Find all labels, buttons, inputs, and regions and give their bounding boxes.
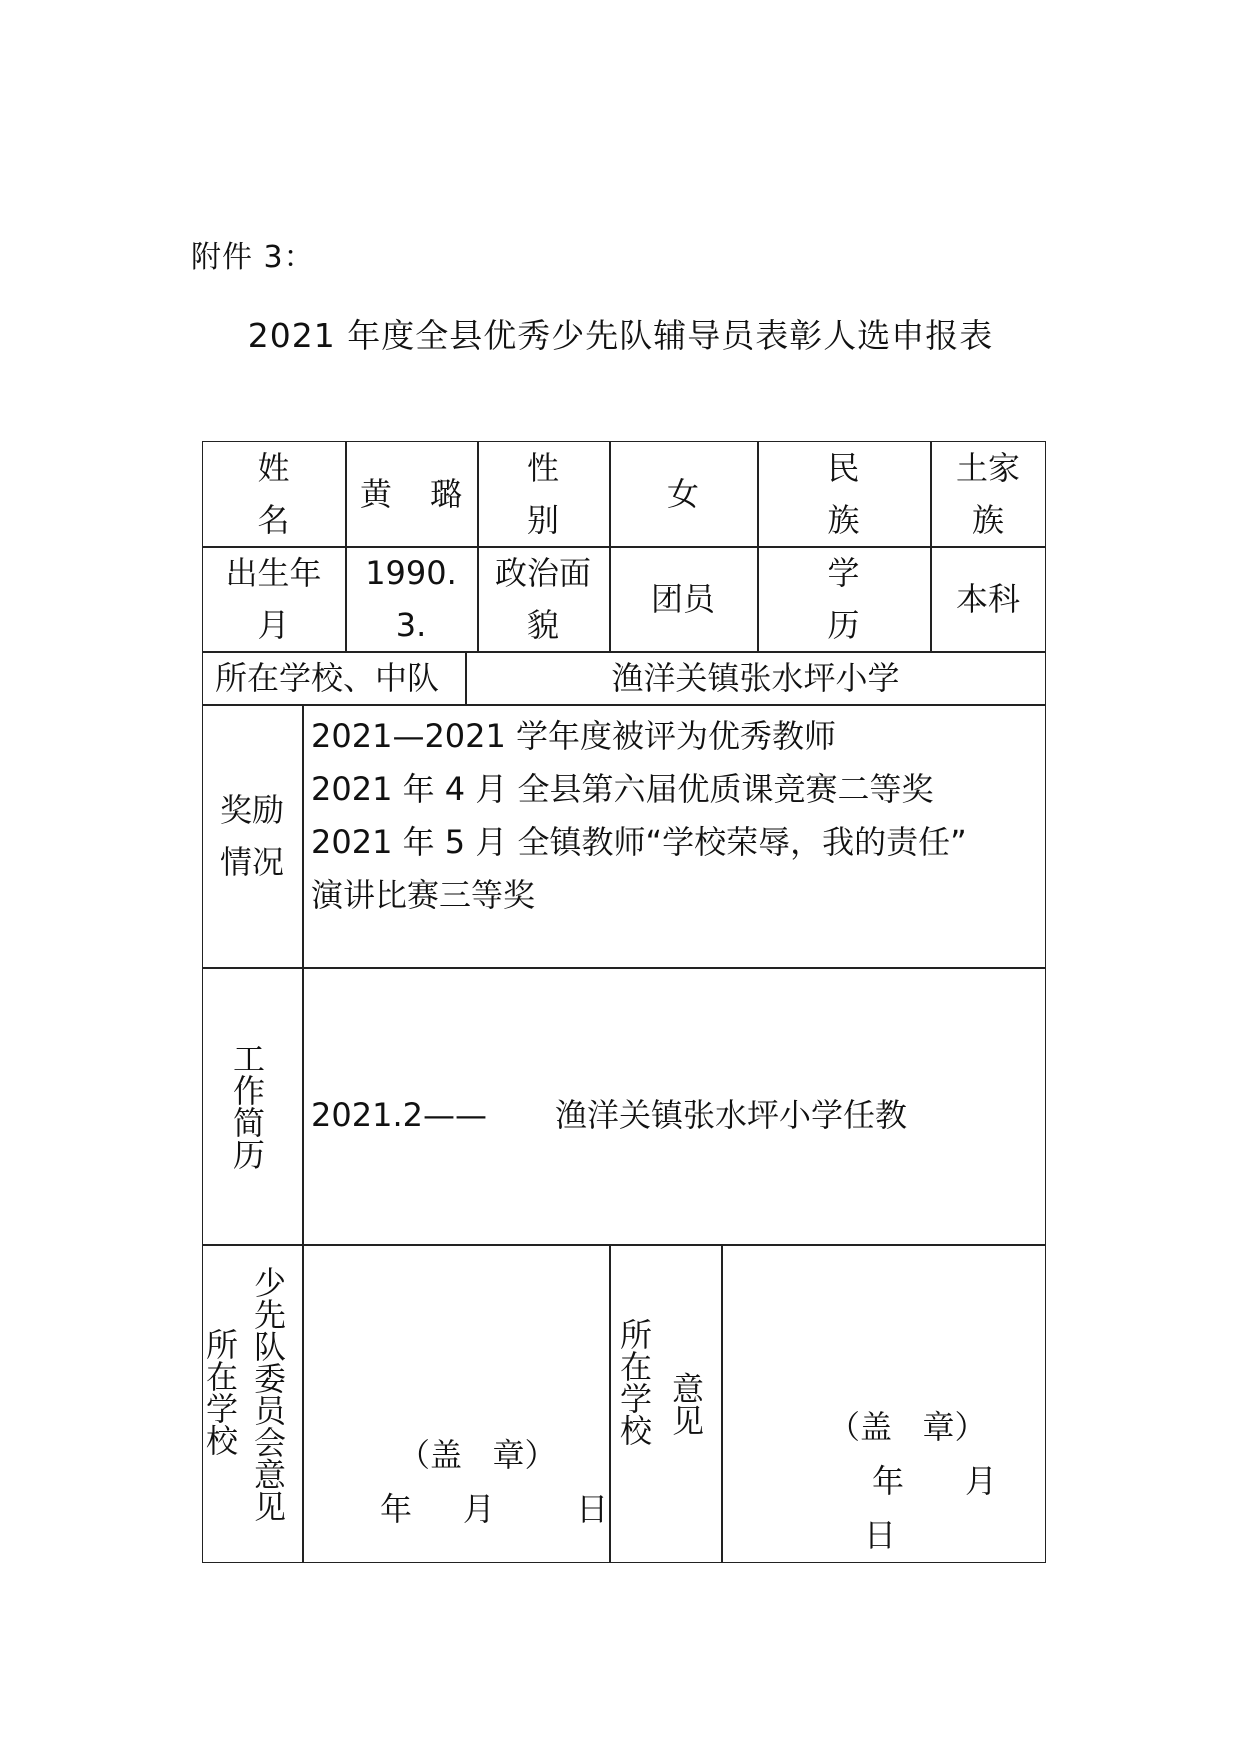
school-opinion-outer-label-right: 所在学校	[615, 1318, 653, 1446]
ethnicity-label: 民 族	[827, 448, 886, 539]
row-divider	[202, 1244, 1046, 1246]
birth-label: 出生年月	[225, 553, 322, 644]
work-period: 2021.2——	[311, 1096, 487, 1134]
column-divider	[609, 1244, 611, 1563]
work-history-label	[202, 967, 302, 1244]
award-line: 2021—2021 学年度被评为优秀教师	[311, 717, 837, 755]
birth-value: 1990.3.	[365, 553, 457, 644]
awards-list	[311, 710, 1041, 922]
left-date-text: 年 月 日	[380, 1490, 609, 1528]
attachment-label: 附件 3：	[191, 240, 315, 275]
left-seal-text: （盖 章）	[398, 1436, 557, 1474]
row-divider	[202, 967, 1046, 969]
column-divider	[721, 1244, 723, 1563]
school-opinion-label-right: 意见	[667, 1372, 705, 1436]
political-value: 团员	[650, 579, 715, 618]
political-label: 政治面貌	[494, 553, 591, 644]
pioneer-committee-opinion-label: 少先队委员会意见	[249, 1266, 287, 1522]
right-date-line1: 年 月	[872, 1462, 998, 1500]
work-description: 渔洋关镇张水坪小学任教	[554, 1096, 907, 1134]
ethnicity-value: 土家族	[955, 448, 1020, 539]
award-line: 演讲比赛三等奖	[311, 876, 536, 914]
column-divider	[302, 704, 304, 1563]
awards-label: 奖励情况	[219, 790, 284, 881]
name-label: 姓 名	[257, 448, 316, 539]
education-value: 本科	[955, 579, 1020, 618]
education-label: 学 历	[827, 553, 886, 644]
work-history-label-text: 工作简历	[228, 1041, 266, 1170]
work-history-entry	[311, 1090, 907, 1136]
award-line: 2021 年 5 月 全镇教师“学校荣辱，我的责任”	[311, 823, 967, 861]
gender-label: 性 别	[526, 448, 577, 539]
school-value: 渔洋关镇张水坪小学	[611, 658, 900, 697]
school-opinion-outer-label: 所在学校	[201, 1328, 239, 1456]
right-date-line2: 日	[864, 1516, 897, 1554]
school-label: 所在学校、中队	[215, 658, 440, 697]
row-divider	[202, 704, 1046, 706]
form-title: 2021 年度全县优秀少先队辅导员表彰人选申报表	[247, 316, 994, 355]
gender-value: 女	[666, 474, 699, 513]
name-value: 黄 璐	[359, 474, 477, 513]
right-seal-text: （盖 章）	[828, 1408, 987, 1446]
award-line: 2021 年 4 月 全县第六届优质课竞赛二等奖	[311, 770, 934, 808]
